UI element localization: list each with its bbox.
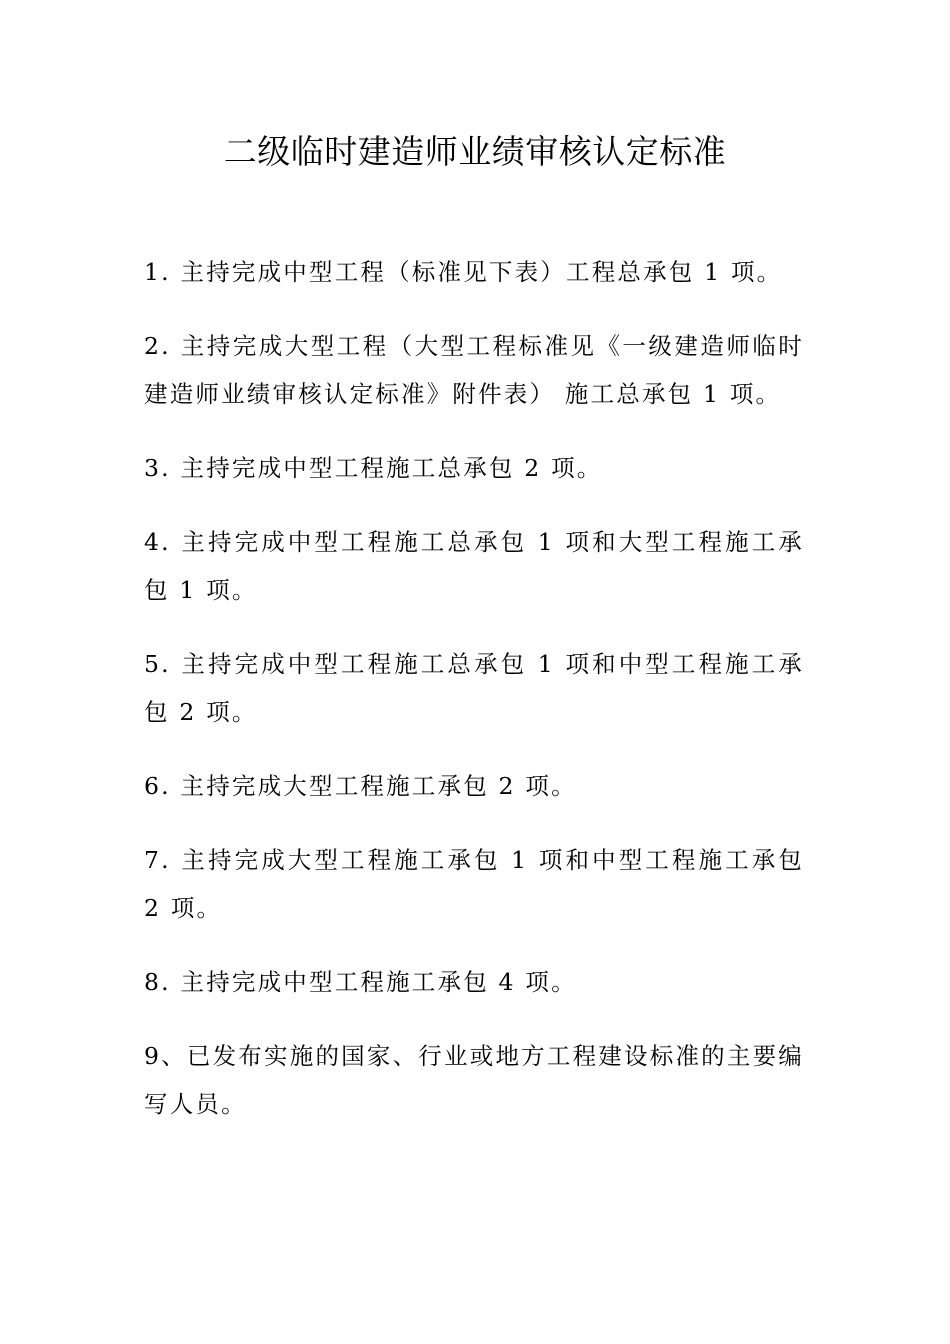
list-item: 7. 主持完成大型工程施工承包 1 项和中型工程施工承包 2 项。 (144, 846, 804, 922)
list-item: 2. 主持完成大型工程（大型工程标准见《一级建造师临时建造师业绩审核认定标准》附件表） 施工总承包 1 项。 (144, 332, 804, 408)
list-item: 1. 主持完成中型工程（标准见下表）工程总承包 1 项。 (144, 258, 783, 286)
list-item: 3. 主持完成中型工程施工总承包 2 项。 (144, 454, 603, 482)
list-item: 6. 主持完成大型工程施工承包 2 项。 (144, 772, 577, 800)
criteria-list (144, 248, 804, 1154)
list-item: 4. 主持完成中型工程施工总承包 1 项和大型工程施工承包 1 项。 (144, 528, 804, 604)
page-title: 二级临时建造师业绩审核认定标准 (223, 132, 727, 171)
list-item: 5. 主持完成中型工程施工总承包 1 项和中型工程施工承包 2 项。 (144, 650, 804, 726)
list-item: 9、已发布实施的国家、行业或地方工程建设标准的主要编写人员。 (144, 1042, 804, 1118)
list-item: 8. 主持完成中型工程施工承包 4 项。 (144, 968, 577, 996)
